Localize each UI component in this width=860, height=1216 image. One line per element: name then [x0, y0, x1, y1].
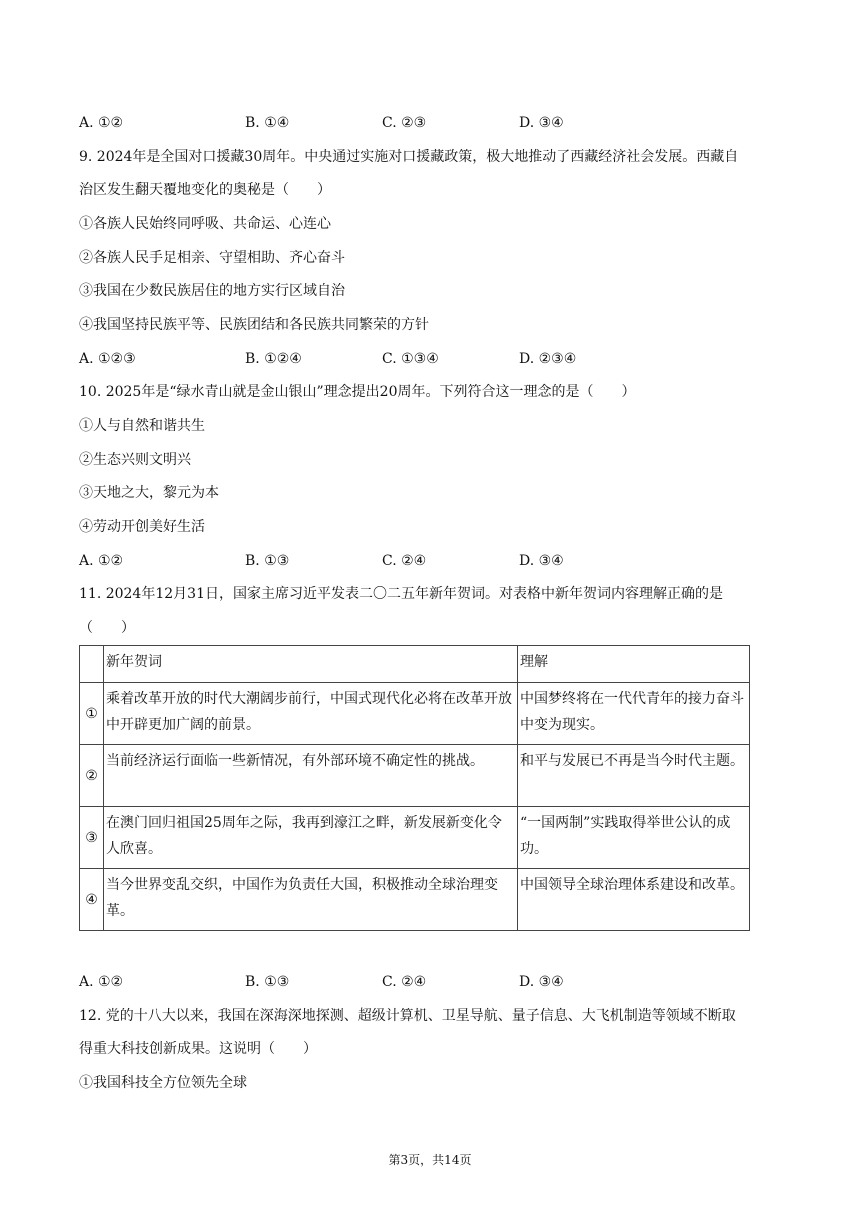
option-a: A. ①②: [79, 974, 124, 990]
row-number: ④: [80, 869, 104, 931]
row-greeting: 乘着改革开放的时代大潮阔步前行，中国式现代化必将在改革开放中开辟更加广阔的前景。: [104, 683, 518, 745]
row-understanding: “一国两制”实践取得举世公认的成功。: [518, 807, 750, 869]
q11-table: [79, 645, 750, 931]
table-header-num: [80, 646, 104, 683]
table-header-understanding: 理解: [518, 646, 750, 683]
option-d: D. ③④: [519, 115, 564, 131]
q9-item-4: ④我国坚持民族平等、民族团结和各民族共同繁荣的方针: [79, 317, 429, 333]
table-header-row: [80, 646, 750, 683]
q12-item-1: ①我国科技全方位领先全球: [79, 1075, 247, 1091]
q11-stem-line2: （ ）: [79, 620, 135, 636]
q12-stem-line1: 12. 党的十八大以来，我国在深海深地探测、超级计算机、卫星导航、量子信息、大飞机制造等领域不断取: [79, 1008, 736, 1024]
row-greeting: 当今世界变乱交织，中国作为负责任大国，积极推动全球治理变革。: [104, 869, 518, 931]
q11-stem-line1: 11. 2024年12月31日，国家主席习近平发表二〇二五年新年贺词。对表格中新年贺词内容理解正确的是: [79, 586, 723, 602]
option-b: B. ①④: [245, 115, 290, 131]
q10-item-1: ①人与自然和谐共生: [79, 418, 205, 434]
table-header-greeting: 新年贺词: [104, 646, 518, 683]
q9-item-2: ②各族人民手足相亲、守望相助、齐心奋斗: [79, 250, 345, 266]
row-number: ②: [80, 745, 104, 807]
row-understanding: 中国领导全球治理体系建设和改革。: [518, 869, 750, 931]
q12-stem-line2: 得重大科技创新成果。这说明（ ）: [79, 1041, 317, 1057]
q10-stem-line1: 10. 2025年是“绿水青山就是金山银山”理念提出20周年。下列符合这一理念的是（ ）: [79, 384, 636, 400]
row-understanding: 和平与发展已不再是当今时代主题。: [518, 745, 750, 807]
page-footer: 第3页，共14页: [388, 1153, 472, 1167]
option-a: A. ①②③: [79, 351, 136, 367]
row-number: ③: [80, 807, 104, 869]
option-d: D. ②③④: [519, 351, 577, 367]
q9-item-1: ①各族人民始终同呼吸、共命运、心连心: [79, 216, 331, 232]
q9-stem-line1: 9. 2024年是全国对口援藏30周年。中央通过实施对口援藏政策，极大地推动了西藏经济社会发展。西藏自: [79, 149, 739, 165]
table-row: [80, 683, 750, 745]
row-number: ①: [80, 683, 104, 745]
q10-item-2: ②生态兴则文明兴: [79, 452, 191, 468]
option-b: B. ①③: [245, 553, 290, 569]
row-greeting: 当前经济运行面临一些新情况，有外部环境不确定性的挑战。: [104, 745, 518, 807]
q10-item-3: ③天地之大，黎元为本: [79, 485, 219, 501]
option-b: B. ①③: [245, 974, 290, 990]
q10-item-4: ④劳动开创美好生活: [79, 519, 205, 535]
option-b: B. ①②④: [245, 351, 302, 367]
q9-item-3: ③我国在少数民族居住的地方实行区域自治: [79, 283, 345, 299]
option-a: A. ①②: [79, 115, 124, 131]
option-c: C. ②④: [382, 553, 427, 569]
row-greeting: 在澳门回归祖国25周年之际，我再到濠江之畔，新发展新变化令人欣喜。: [104, 807, 518, 869]
option-a: A. ①②: [79, 553, 124, 569]
table-row: [80, 807, 750, 869]
q9-stem-line2: 治区发生翻天覆地变化的奥秘是（ ）: [79, 182, 331, 198]
option-c: C. ②③: [382, 115, 427, 131]
table-row: [80, 745, 750, 807]
table-row: [80, 869, 750, 931]
option-c: C. ②④: [382, 974, 427, 990]
option-d: D. ③④: [519, 974, 564, 990]
row-understanding: 中国梦终将在一代代青年的接力奋斗中变为现实。: [518, 683, 750, 745]
option-c: C. ①③④: [382, 351, 439, 367]
option-d: D. ③④: [519, 553, 564, 569]
